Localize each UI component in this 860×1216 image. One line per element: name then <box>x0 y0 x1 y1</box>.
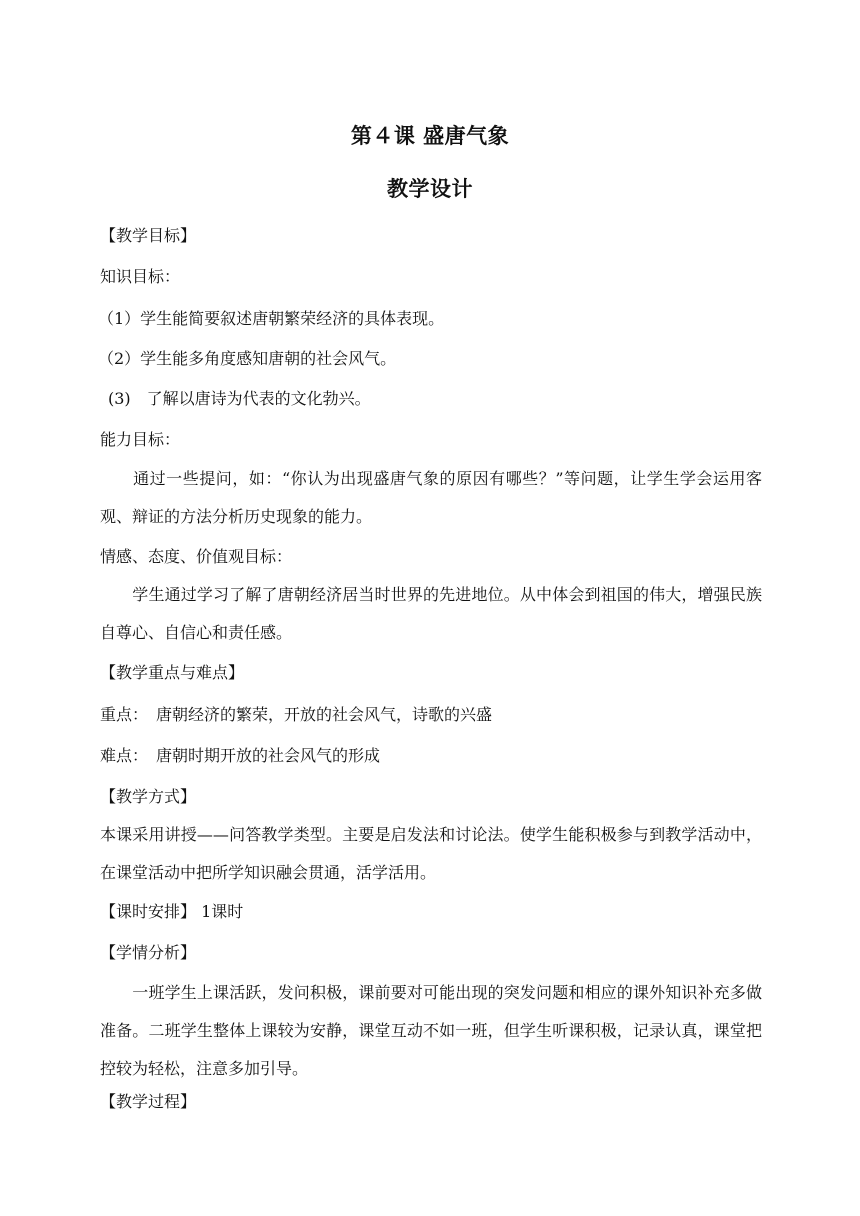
key-point: 重点： 唐朝经济的繁荣，开放的社会风气，诗歌的兴盛 <box>100 705 493 724</box>
analysis-heading: 【学情分析】 <box>100 943 197 962</box>
schedule-line: 【课时安排】 1课时 <box>100 902 244 921</box>
analysis-paragraph: 一班学生上课活跃，发问积极，课前要对可能出现的突发问题和相应的课外知识补充多做准备。二班学生整体上课较为安静，课堂互动不如一班，但学生听课积极，记录认真，课堂把控较为轻松，注意多加引导。 <box>100 983 762 1078</box>
emotion-paragraph: 学生通过学习了解了唐朝经济居当时世界的先进地位。从中体会到祖国的伟大，增强民族自尊心、自信心和责任感。 <box>100 585 762 642</box>
knowledge-item-1: （1）学生能简要叙述唐朝繁荣经济的具体表现。 <box>98 309 445 328</box>
process-heading: 【教学过程】 <box>100 1092 197 1111</box>
knowledge-label: 知识目标： <box>100 267 181 286</box>
method-paragraph: 本课采用讲授——问答教学类型。主要是启发法和讨论法。使学生能积极参与到教学活动中，在课堂活动中把所学知识融会贯通，活学活用。 <box>100 825 762 882</box>
lesson-title: 第４课 盛唐气象 <box>350 123 510 148</box>
knowledge-item-2: （2）学生能多角度感知唐朝的社会风气。 <box>98 349 397 368</box>
goals-heading: 【教学目标】 <box>100 226 197 245</box>
emotion-label: 情感、态度、价值观目标： <box>100 547 293 566</box>
difficult-point: 难点： 唐朝时期开放的社会风气的形成 <box>100 746 381 765</box>
key-heading: 【教学重点与难点】 <box>100 663 245 682</box>
lesson-subtitle: 教学设计 <box>387 176 473 201</box>
knowledge-item-3: (3) 了解以唐诗为代表的文化勃兴。 <box>108 389 371 408</box>
method-heading: 【教学方式】 <box>100 787 197 806</box>
ability-paragraph: 通过一些提问，如：“你认为出现盛唐气象的原因有哪些？”等问题，让学生学会运用客观、辩证的方法分析历史现象的能力。 <box>100 469 762 526</box>
ability-label: 能力目标： <box>100 430 181 449</box>
